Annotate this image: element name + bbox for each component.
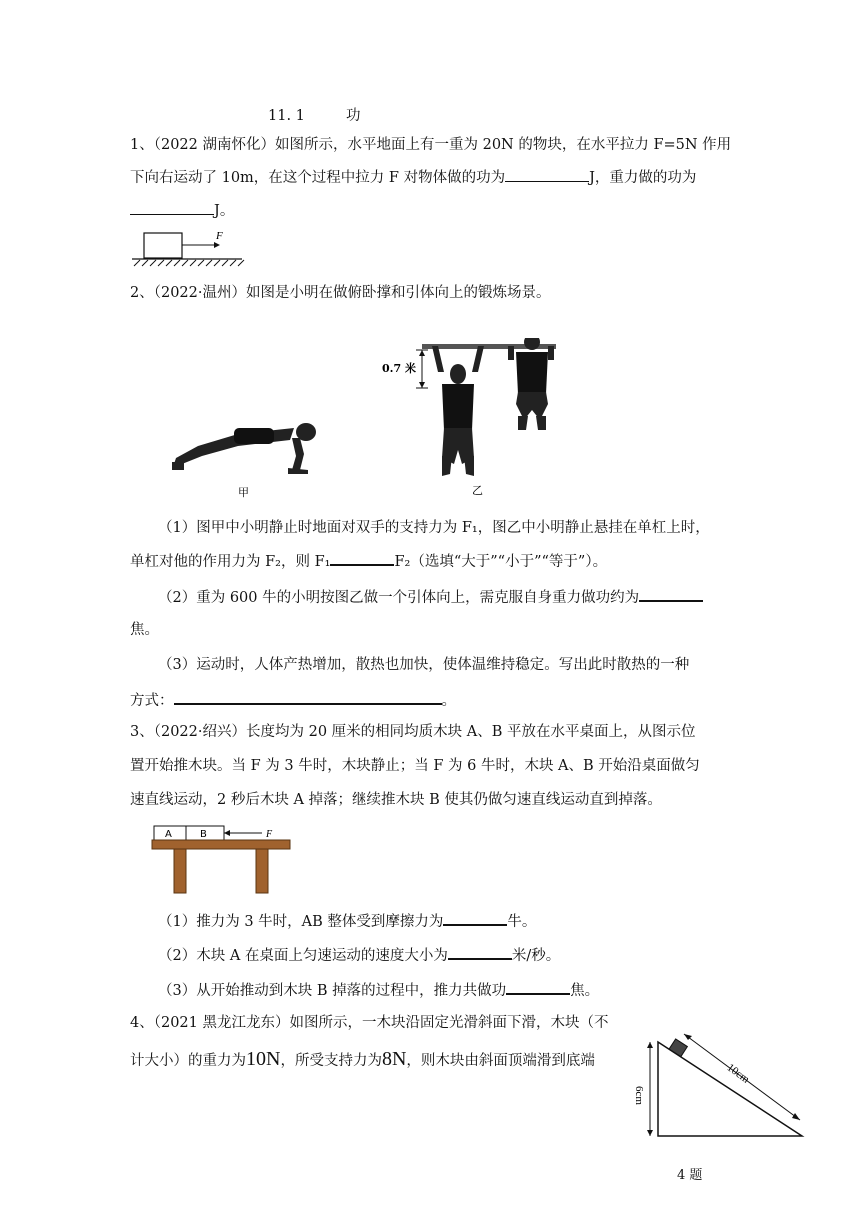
q4-support: 8N — [381, 1048, 407, 1070]
hyp-10cm-label: 10cm — [724, 1061, 752, 1086]
block-b-label: B — [200, 829, 207, 840]
q4-line2 — [130, 1049, 595, 1071]
q3-p3-text: （3）从开始推动到木块 B 掉落的过程中，推力共做功 — [158, 983, 507, 999]
q1-line2-text: 下向右运动了 10m，在这个过程中拉力 F 对物体做的功为 — [130, 170, 506, 186]
section-number: 11. 1 — [268, 108, 305, 124]
table-leg-right — [256, 849, 268, 893]
q2-p1-tail: F₂（选填“大于”“小于”“等于”）。 — [394, 554, 608, 570]
height-6cm-label: 6cm — [633, 1086, 645, 1105]
q1-force-label: F — [216, 230, 223, 242]
q2-intro: 2、（2022·温州）如图是小明在做俯卧撑和引体向上的锻炼场景。 — [130, 285, 551, 301]
q3-p1 — [158, 910, 536, 932]
q4-text-c: ，则木块由斜面顶端滑到底端 — [406, 1053, 595, 1069]
q3-blank-speed[interactable] — [448, 944, 512, 960]
q3-p1-tail: 牛。 — [507, 914, 537, 930]
q3-line2: 置开始推木块。当 F 为 3 牛时，木块静止；当 F 为 6 牛时，木块 A、B 开始沿桌面做匀 — [130, 758, 700, 774]
q2-p2-line2: 焦。 — [130, 622, 159, 638]
height-label: 0.7 米 — [382, 362, 416, 375]
q2-p2-line1 — [158, 586, 703, 608]
q2-blank-compare[interactable] — [330, 550, 394, 566]
block-a-label: A — [165, 829, 172, 840]
q1-line3 — [130, 200, 234, 221]
q3-p3-tail: 焦。 — [570, 983, 600, 999]
pullup-figure — [382, 338, 562, 498]
q1-blank-work-f[interactable] — [505, 167, 589, 182]
q2-p3-line1: （3）运动时，人体产热增加，散热也加快，使体温维持稳定。写出此时散热的一种 — [158, 657, 690, 673]
q1-blank-work-g[interactable] — [130, 200, 214, 215]
q4-caption: 4 题 — [677, 1168, 703, 1183]
q3-line3: 速直线运动，2 秒后木块 A 掉落；继续推木块 B 使其仍做匀速直线运动直到掉落。 — [130, 792, 662, 808]
q4-text-b: ，所受支持力为 — [280, 1053, 382, 1069]
section-title: 功 — [346, 108, 361, 124]
q3-p3 — [158, 979, 599, 1001]
q3-p2 — [158, 944, 560, 966]
q2-p3-line2 — [130, 689, 456, 711]
q1-line2-tail: J，重力做的功为 — [589, 170, 697, 186]
q2-p2-text: （2）重为 600 牛的小明按图乙做一个引体向上，需克服自身重力做功约为 — [158, 590, 640, 606]
q4-weight: 10N — [246, 1048, 281, 1070]
q2-blank-method[interactable] — [174, 689, 442, 705]
q1-block-figure — [128, 226, 248, 270]
q2-p1-line2 — [130, 550, 607, 572]
q3-p2-text: （2）木块 A 在桌面上匀速运动的速度大小为 — [158, 948, 448, 964]
incline-figure — [632, 1028, 812, 1144]
q2-p1-line1: （1）图甲中小明静止时地面对双手的支持力为 F₁，图乙中小明静止悬挂在单杠上时， — [158, 520, 710, 536]
q2-p3-text: 方式： — [130, 693, 174, 709]
q3-blank-work[interactable] — [506, 979, 570, 995]
label-yi: 乙 — [472, 484, 483, 497]
q3-p1-text: （1）推力为 3 牛时，AB 整体受到摩擦力为 — [158, 914, 444, 930]
q3-blank-friction[interactable] — [443, 910, 507, 926]
incline-block — [669, 1039, 687, 1057]
q1-line2 — [130, 167, 696, 188]
pushup-figure — [168, 412, 328, 502]
q3-force-label: F — [266, 829, 273, 840]
pushup-arm — [292, 438, 304, 470]
q2-p1-text: 单杠对他的作用力为 F₂，则 F₁ — [130, 554, 331, 570]
table-figure — [150, 820, 300, 896]
q1-line3-tail: J。 — [214, 203, 235, 219]
label-jia: 甲 — [238, 486, 249, 499]
q2-blank-work[interactable] — [639, 586, 703, 602]
q1-line1: 1、（2022 湖南怀化）如图所示，水平地面上有一重为 20N 的物块，在水平拉力 F=5N 作用 — [130, 137, 732, 153]
q2-p3-tail: 。 — [441, 693, 456, 709]
table-leg-left — [174, 849, 186, 893]
q4-text-a: 计大小）的重力为 — [130, 1053, 246, 1069]
q3-line1: 3、（2022·绍兴）长度均为 20 厘米的相同均质木块 A、B 平放在水平桌面上，从图示位 — [130, 724, 696, 740]
q4-line1: 4、（2021 黑龙江龙东）如图所示，一木块沿固定光滑斜面下滑，木块（不 — [130, 1015, 609, 1031]
table-top — [152, 840, 290, 849]
q3-p2-tail: 米/秒。 — [511, 948, 561, 964]
